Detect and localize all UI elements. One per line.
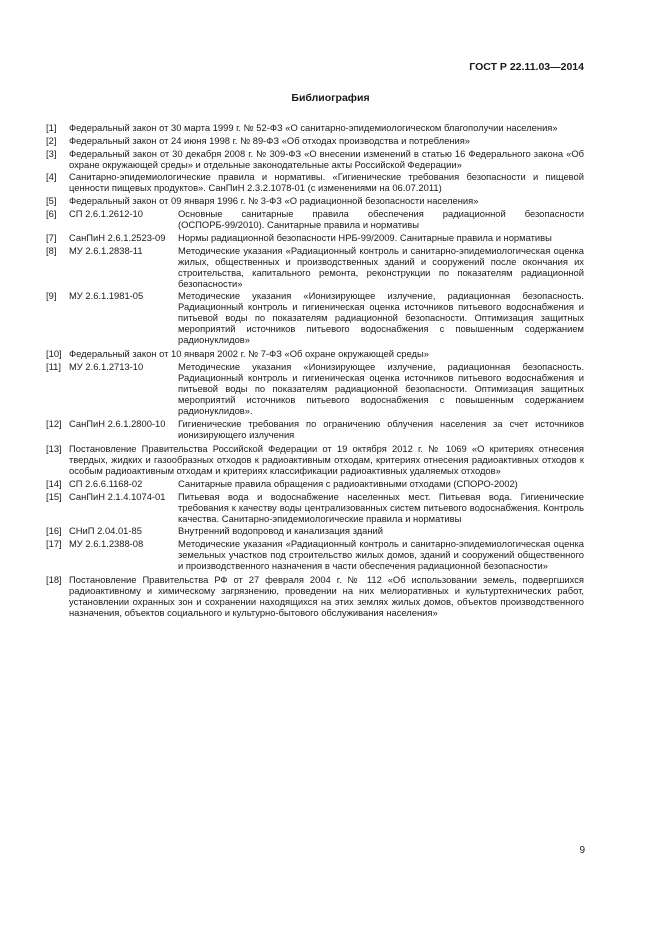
entry-number: [10] [46,348,62,360]
entry-number: [6] [46,207,57,219]
entry-text: Санитарные правила обращения с радиоактивными отходами (СПОРО-2002) [178,477,518,489]
entry-number: [14] [46,477,62,489]
entry-text: Федеральный закон от 09 января 1996 г. № 3-ФЗ «О радиационной безопасности населения» [69,195,479,207]
bibliography-entry [46,195,584,206]
bibliography-entry [46,348,584,359]
bibliography-entry [46,171,584,193]
page-title: Библиография [291,92,370,104]
entry-text: Методические указания «Радиационный контроль и санитарно-эпидемиологическая оценка жилых, общественных и производственных зданий и сооружений после окончания их строительства, капитального ремонта, реконструкции по показателям радиационной безопасности» [178,244,584,289]
entry-text: Федеральный закон от 24 июня 1998 г. № 89-ФЗ «Об отходах производства и потребления» [69,134,470,146]
entry-code: СанПиН 2.1.4.1074-01 [69,490,166,502]
entry-number: [5] [46,195,57,207]
bibliography-entry [46,148,584,170]
bibliography-entry [46,232,584,243]
entry-text: Санитарно-эпидемиологические правила и нормативы. «Гигиенические требования безопасности и пищевой ценности пищевых продуктов». СанПиН 2.3.2.1078-01 (с изменениями на 06.07.2011) [69,171,584,194]
bibliography-entry [46,525,584,536]
entry-text: Федеральный закон от 30 марта 1999 г. № 52-ФЗ «О санитарно-эпидемиологическом благополучии населения» [69,122,558,133]
entry-text: Методические указания «Радиационный контроль и санитарно-эпидемиологическая оценка земельных участков под строительство жилых домов, зданий и сооружений общественного и производственного назначения в части обеспечения радиационной безопасности» [178,538,584,572]
entry-text: Гигиенические требования по ограничению облучения населения за счет источников ионизирующего излучения [178,417,584,440]
entry-number: [2] [46,134,57,146]
bibliography-entry [46,208,584,230]
entry-number: [12] [46,417,62,429]
entry-text: Постановление Правительства Российской Федерации от 19 октября 2012 г. № 1069 «О критериях отнесения твердых, жидких и газообразных отходов к радиоактивным отходам, критериях отнесения радиоактивных отходов к особым радиоактивным отходам и критериях классификации радиоактивных удаляемых отходов» [69,442,584,476]
entry-number: [4] [46,171,57,183]
bibliography-entry [46,290,584,345]
bibliography-entry [46,418,584,440]
entry-code: СанПиН 2.6.1.2800-10 [69,417,166,429]
entry-text: Федеральный закон от 10 января 2002 г. № 7-ФЗ «Об охране окружающей среды» [69,348,429,360]
bibliography-list [46,122,584,620]
bibliography-entry [46,361,584,416]
entry-text: Основные санитарные правила обеспечения радиационной безопасности (ОСПОРБ-99/2010). Санитарные правила и нормативы [178,207,584,230]
entry-number: [16] [46,525,62,537]
entry-code: СанПиН 2.6.1.2523-09 [69,231,166,243]
entry-text: Нормы радиационной безопасности НРБ-99/2009. Санитарные правила и нормативы [178,231,552,243]
entry-code: МУ 2.6.1.1981-05 [69,290,144,302]
entry-text: Питьевая вода и водоснабжение населенных мест. Питьевая вода. Гигиенические требования к качеству воды централизованных систем питьевого водоснабжения. Контроль качества. Санитарно-эпидемиологические правила и нормативы [178,490,584,524]
bibliography-entry [46,245,584,289]
bibliography-entry [46,491,584,524]
bibliography-entry [46,478,584,489]
bibliography-entry [46,122,584,133]
bibliography-entry [46,538,584,571]
entry-number: [1] [46,122,57,133]
entry-number: [8] [46,244,57,256]
bibliography-entry [46,135,584,146]
entry-number: [17] [46,538,62,550]
entry-text: Методические указания «Ионизирующее излучение, радиационная безопасность. Радиационный контроль и гигиеническая оценка источников питьевого водоснабжения и питьевой воды по показателям радиационной безопасности. Оптимизация защитных мероприятий источников питьевого водоснабжения с повышенным содержанием радионуклидов» [178,290,584,346]
entry-number: [15] [46,490,62,502]
entry-text: Методические указания «Ионизирующее излучение, радиационная безопасность. Радиационный контроль и гигиеническая оценка источников питьевого водоснабжения и питьевой воды по показателям радиационной безопасности. Оптимизация защитных мероприятий источников питьевого водоснабжения с повышенным содержанием радионуклидов». [178,361,584,417]
bibliography-entry [46,443,584,476]
entry-code: СП 2.6.6.1168-02 [69,477,143,489]
entry-text: Внутренний водопровод и канализация зданий [178,525,383,537]
entry-number: [3] [46,147,57,159]
entry-number: [9] [46,290,57,302]
entry-number: [18] [46,574,62,586]
document-code: ГОСТ Р 22.11.03—2014 [469,61,584,73]
entry-number: [11] [46,361,61,373]
entry-code: МУ 2.6.1.2388-08 [69,538,144,550]
bibliography-entry [46,574,584,618]
entry-text: Постановление Правительства РФ от 27 февраля 2004 г. № 112 «Об использовании земель, подвергшихся радиоактивному и химическому загрязнению, проведении на них мелиоративных и культуртехнических работ, установлении охранных зон и сохранении находящихся на этих землях жилых домов, объектов производственного назначения, объектов социального и культурно-бытового обслуживания населения» [69,574,584,619]
entry-code: МУ 2.6.1.2713-10 [69,361,144,373]
entry-code: МУ 2.6.1.2838-11 [69,244,143,256]
entry-number: [7] [46,231,57,243]
entry-code: СП 2.6.1.2612-10 [69,207,143,219]
entry-number: [13] [46,442,62,454]
entry-code: СНиП 2.04.01-85 [69,525,142,537]
page-number: 9 [579,845,585,856]
entry-text: Федеральный закон от 30 декабря 2008 г. № 309-ФЗ «О внесении изменений в статью 16 Федерального закона «Об охране окружающей среды» и отдельные законодательные акты Российской Федерации» [69,147,584,170]
